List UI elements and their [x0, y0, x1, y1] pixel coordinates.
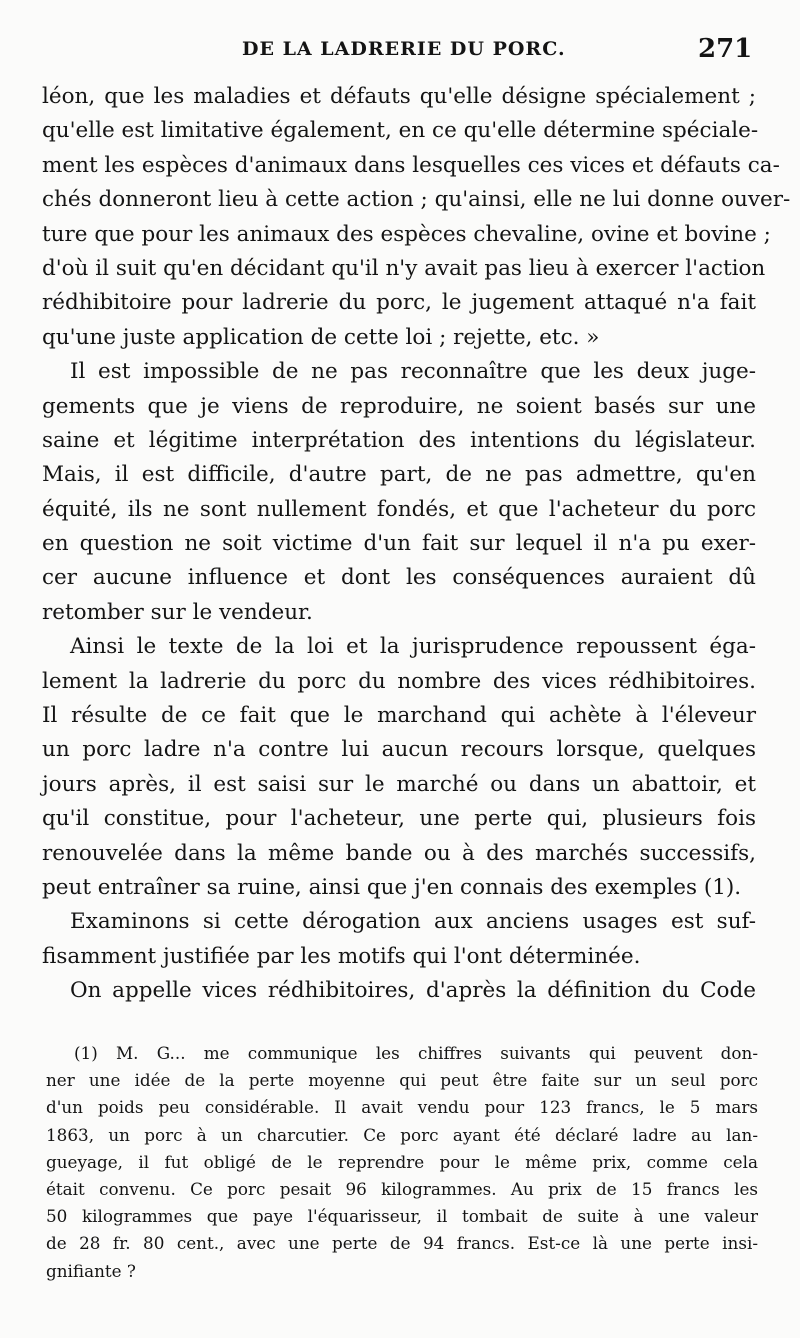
- text-line: Il est impossible de ne pas reconnaître que les deux juge-: [70, 359, 756, 385]
- text-line: qu'elle est limitative également, en ce qu'elle détermine spéciale-: [42, 118, 759, 144]
- text-line: fisamment justifiée par les motifs qui l'ont déterminée.: [42, 943, 641, 969]
- text-line: Mais, il est difficile, d'autre part, de ne pas admettre, qu'en: [42, 462, 756, 488]
- text-line: rédhibitoire pour ladrerie du porc, le jugement attaqué n'a fait: [42, 290, 756, 316]
- text-line: retomber sur le vendeur.: [42, 599, 313, 625]
- text-line: chés donneront lieu à cette action ; qu'ainsi, elle ne lui donne ouver-: [42, 187, 791, 213]
- text-line: renouvelée dans la même bande ou à des marchés successifs,: [42, 840, 756, 866]
- footnote-line: 50 kilogrammes que paye l'équarisseur, il tombait de suite à une valeur: [46, 1206, 758, 1227]
- footnote-line: gueyage, il fut obligé de le reprendre pour le même prix, comme cela: [46, 1151, 758, 1172]
- text-line: d'où il suit qu'en décidant qu'il n'y avait pas lieu à exercer l'action: [42, 255, 766, 281]
- main-text: [42, 80, 791, 1009]
- text-line: ment les espèces d'animaux dans lesquelles ces vices et défauts ca-: [42, 152, 780, 178]
- footnote-line: d'un poids peu considérable. Il avait vendu pour 123 francs, le 5 mars: [46, 1097, 758, 1118]
- text-line: ture que pour les animaux des espèces chevaline, ovine et bovine ;: [42, 221, 771, 247]
- text-line: cer aucune influence et dont les conséquences auraient dû: [42, 565, 756, 591]
- page-number: 271: [698, 34, 753, 64]
- text-line: léon, que les maladies et défauts qu'elle désigne spécialement ;: [42, 84, 756, 109]
- text-line: saine et légitime interprétation des intentions du législateur.: [42, 427, 756, 453]
- text-line: jours après, il est saisi sur le marché ou dans un abattoir, et: [42, 771, 756, 797]
- footnote-line: gnifiante ?: [46, 1260, 136, 1281]
- footnote-line: était convenu. Ce porc pesait 96 kilogrammes. Au prix de 15 francs les: [46, 1178, 758, 1199]
- text-line: Il résulte de ce fait que le marchand qui achète à l'éleveur: [42, 703, 756, 729]
- text-line: qu'une juste application de cette loi ; rejette, etc. »: [42, 324, 600, 350]
- text-line: qu'il constitue, pour l'acheteur, une perte qui, plusieurs fois: [42, 806, 756, 832]
- footnote-line: 1863, un porc à un charcutier. Ce porc ayant été déclaré ladre au lan-: [46, 1124, 758, 1145]
- footnote-line: de 28 fr. 80 cent., avec une perte de 94 francs. Est-ce là une perte insi-: [46, 1233, 758, 1254]
- footnote: [46, 1040, 758, 1285]
- running-head: [0, 30, 800, 70]
- text-line: peut entraîner sa ruine, ainsi que j'en connais des exemples (1).: [42, 874, 742, 900]
- text-line: Examinons si cette dérogation aux anciens usages est suf-: [70, 909, 756, 935]
- text-line: un porc ladre n'a contre lui aucun recours lorsque, quelques: [42, 737, 756, 763]
- footnote-line: ner une idée de la perte moyenne qui peut être faite sur un seul porc: [46, 1070, 758, 1091]
- text-line: Ainsi le texte de la loi et la jurisprudence repoussent éga-: [70, 634, 756, 660]
- running-head-title: DE LA LADRERIE DU PORC.: [242, 38, 566, 60]
- text-line: On appelle vices rédhibitoires, d'après la définition du Code: [70, 978, 756, 1004]
- text-line: gements que je viens de reproduire, ne soient basés sur une: [42, 393, 756, 419]
- text-line: équité, ils ne sont nullement fondés, et que l'acheteur du porc: [42, 496, 756, 522]
- footnote-line: (1) M. G... me communique les chiffres suivants qui peuvent don-: [74, 1043, 758, 1063]
- text-line: lement la ladrerie du porc du nombre des vices rédhibitoires.: [42, 668, 756, 694]
- text-line: en question ne soit victime d'un fait sur lequel il n'a pu exer-: [42, 531, 756, 557]
